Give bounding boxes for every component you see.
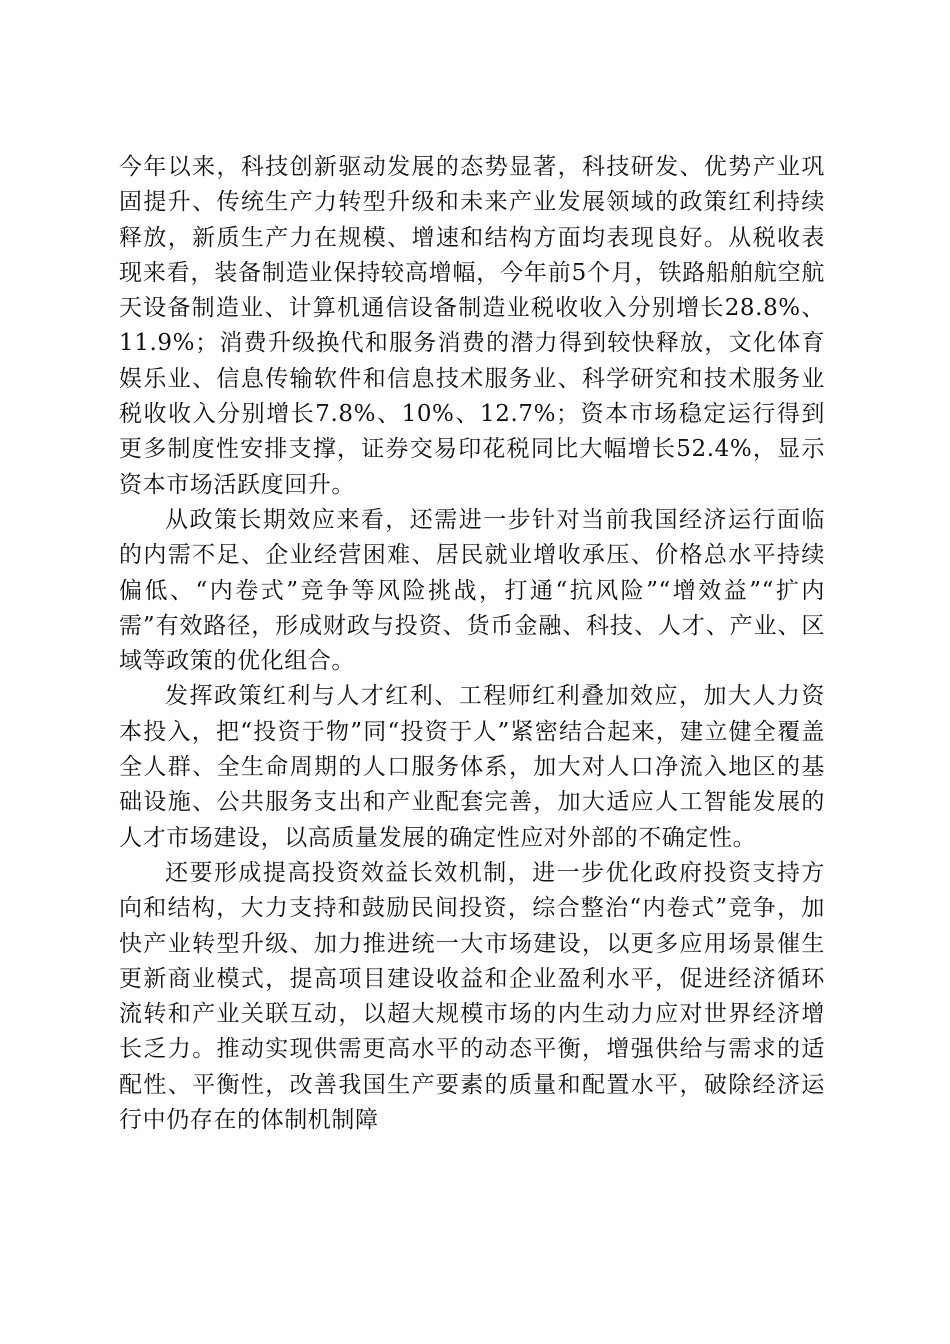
paragraph-policy-effect: 从政策长期效应来看，还需进一步针对当前我国经济运行面临的内需不足、企业经营困难、居民就业增收承压、价格总水平持续偏低、“内卷式”竞争等风险挑战，打通“抗风险”“增效益”“扩内需”有效路径，形成财政与投资、货币金融、科技、人才、产业、区域等政策的优化组合。: [119, 506, 825, 675]
paragraph-talent-dividend: 发挥政策红利与人才红利、工程师红利叠加效应，加大人力资本投入，把“投资于物”同“投资于人”紧密结合起来，建立健全覆盖全人群、全生命周期的人口服务体系，加大对人口净流入地区的基础设施、公共服务支出和产业配套完善，加大适应人工智能发展的人才市场建设，以高质量发展的确定性应对外部的不确定性。: [119, 683, 825, 851]
article-body: [119, 150, 825, 1138]
paragraph-tax-performance: 今年以来，科技创新驱动发展的态势显著，科技研发、优势产业巩固提升、传统生产力转型升级和未来产业发展领域的政策红利持续释放，新质生产力在规模、增速和结构方面均表现良好。从税收表现来看，装备制造业保持较高增幅，今年前5个月，铁路船舶航空航天设备制造业、计算机通信设备制造业税收收入分别增长28.8%、11.9%；消费升级换代和服务消费的潜力得到较快释放，文化体育娱乐业、信息传输软件和信息技术服务业、科学研究和技术服务业税收收入分别增长7.8%、10%、12.7%；资本市场稳定运行得到更多制度性安排支撑，证券交易印花税同比大幅增长52.4%，显示资本市场活跃度回升。: [119, 154, 825, 498]
paragraph-investment-mechanism: 还要形成提高投资效益长效机制，进一步优化政府投资支持方向和结构，大力支持和鼓励民间投资，综合整治“内卷式”竞争，加快产业转型升级、加力推进统一大市场建设，以更多应用场景催生更新商业模式，提高项目建设收益和企业盈利水平，促进经济循环流转和产业关联互动，以超大规模市场的内生动力应对世界经济增长乏力。推动实现供需更高水平的动态平衡，增强供给与需求的适配性、平衡性，改善我国生产要素的质量和配置水平，破除经济运行中仍存在的体制机制障: [119, 859, 825, 1134]
